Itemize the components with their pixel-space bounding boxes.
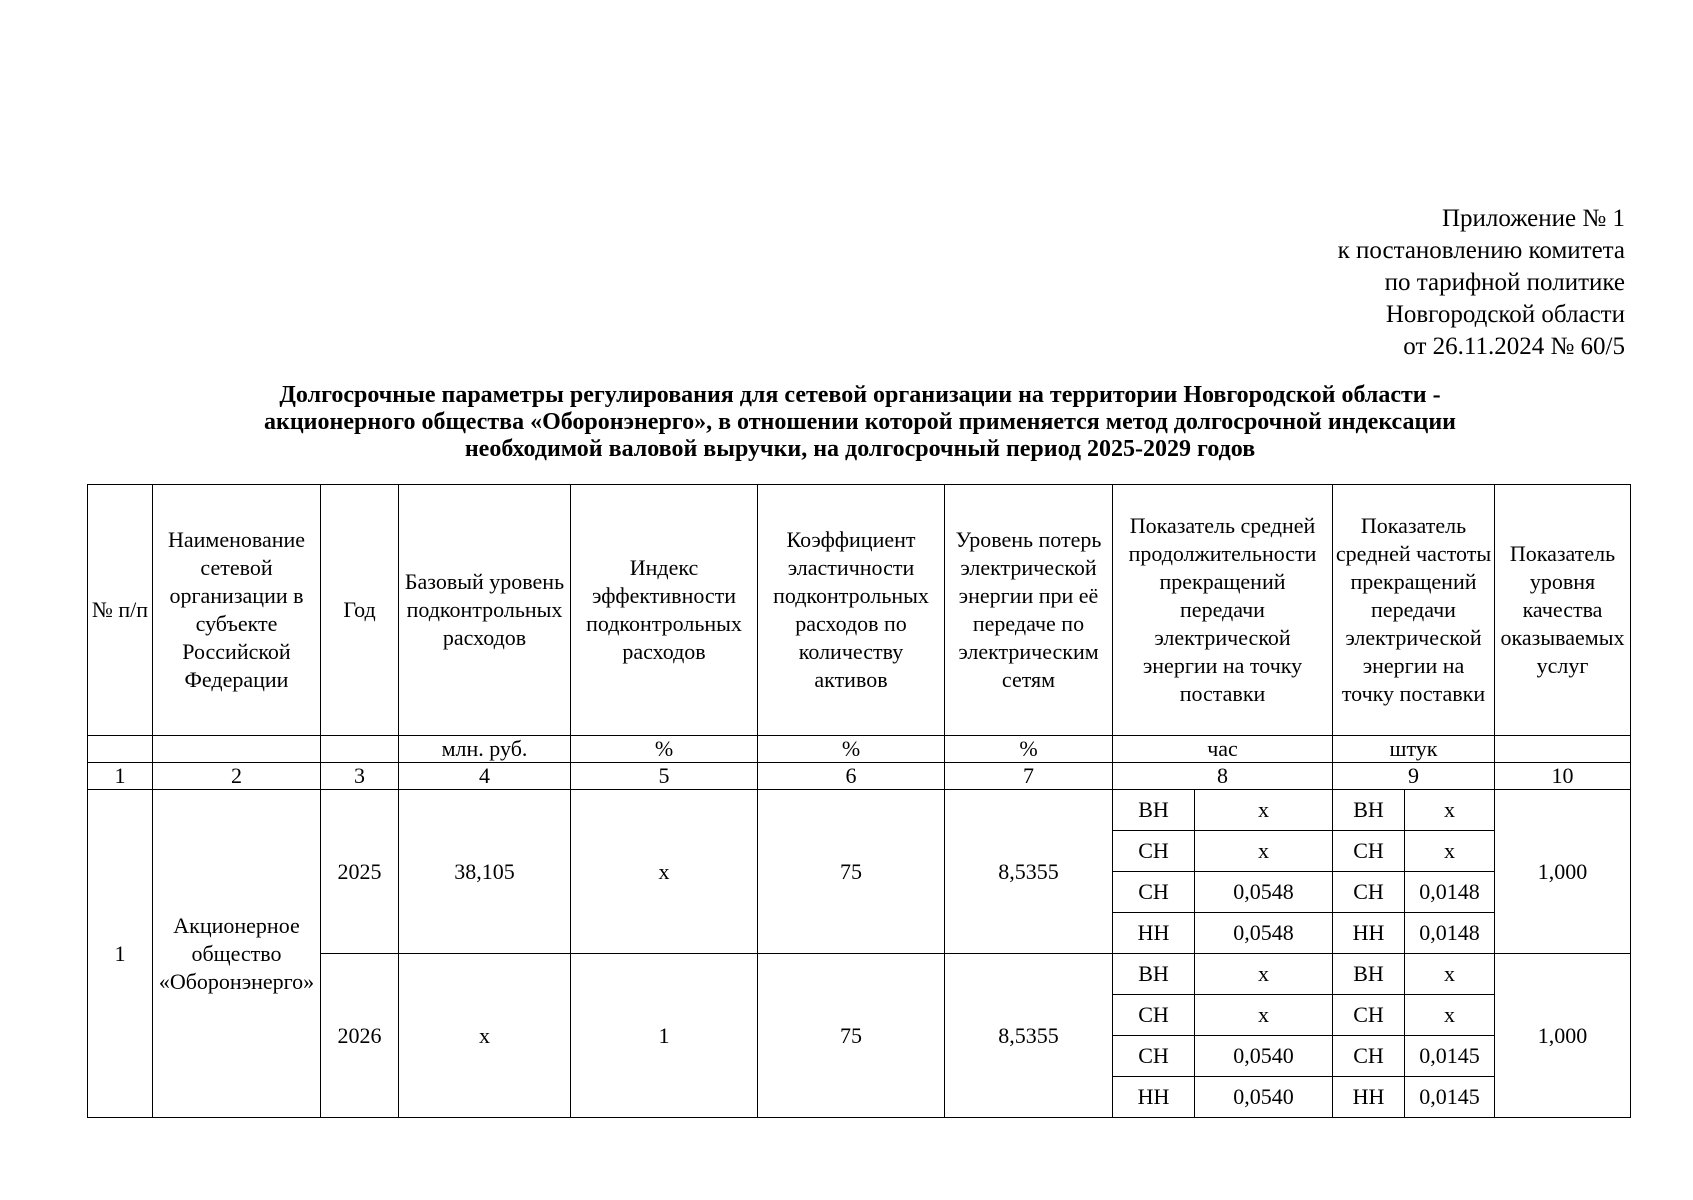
voltage-level-cell: СН xyxy=(1333,831,1405,872)
unit-cell xyxy=(153,736,321,763)
voltage-level-cell: СН xyxy=(1113,872,1195,913)
org-name-cell: Акционерное общество «Оборонэнерго» xyxy=(153,790,321,1118)
unit-cell xyxy=(321,736,399,763)
voltage-level-cell: СН xyxy=(1113,831,1195,872)
row-number-cell: 1 xyxy=(88,790,153,1118)
appendix-block xyxy=(1338,203,1625,363)
voltage-level-cell: ВН xyxy=(1333,954,1405,995)
frequency-cell: 0,0148 xyxy=(1405,913,1495,954)
unit-cell: % xyxy=(945,736,1113,763)
voltage-level-cell: СН xyxy=(1333,1036,1405,1077)
unit-cell xyxy=(88,736,153,763)
voltage-level-cell: НН xyxy=(1333,913,1405,954)
duration-cell: 0,0540 xyxy=(1195,1036,1333,1077)
table-row xyxy=(88,790,1631,831)
frequency-cell: x xyxy=(1405,995,1495,1036)
voltage-level-cell: СН xyxy=(1113,1036,1195,1077)
header-cell: Показатель средней продолжительности прекращений передачи электрической энергии на точку поставки xyxy=(1113,485,1333,736)
column-number-cell: 5 xyxy=(571,763,758,790)
header-cell: Индекс эффективности подконтрольных расходов xyxy=(571,485,758,736)
voltage-level-cell: НН xyxy=(1333,1077,1405,1118)
unit-cell: час xyxy=(1113,736,1333,763)
unit-cell xyxy=(1495,736,1631,763)
efficiency-index-cell: 1 xyxy=(571,954,758,1118)
frequency-cell: x xyxy=(1405,790,1495,831)
quality-cell: 1,000 xyxy=(1495,954,1631,1118)
year-cell: 2026 xyxy=(321,954,399,1118)
header-cell: Показатель средней частоты прекращений передачи электрической энергии на точку поставки xyxy=(1333,485,1495,736)
duration-cell: x xyxy=(1195,790,1333,831)
column-number-cell: 8 xyxy=(1113,763,1333,790)
appendix-line: к постановлению комитета xyxy=(1337,237,1625,264)
elasticity-cell: 75 xyxy=(758,954,945,1118)
header-cell: Год xyxy=(321,485,399,736)
column-number-cell: 10 xyxy=(1495,763,1631,790)
unit-cell: % xyxy=(758,736,945,763)
header-cell: Базовый уровень подконтрольных расходов xyxy=(399,485,571,736)
duration-cell: x xyxy=(1195,954,1333,995)
header-cell: Показатель уровня качества оказываемых услуг xyxy=(1495,485,1631,736)
efficiency-index-cell: x xyxy=(571,790,758,954)
column-number-cell: 4 xyxy=(399,763,571,790)
unit-cell: штук xyxy=(1333,736,1495,763)
title-line: необходимой валовой выручки, на долгосрочный период 2025-2029 годов xyxy=(464,436,1256,462)
voltage-level-cell: НН xyxy=(1113,1077,1195,1118)
column-number-row xyxy=(88,763,1631,790)
header-cell: Коэффициент эластичности подконтрольных расходов по количеству активов xyxy=(758,485,945,736)
column-number-cell: 1 xyxy=(88,763,153,790)
elasticity-cell: 75 xyxy=(758,790,945,954)
duration-cell: 0,0548 xyxy=(1195,913,1333,954)
base-cost-cell: x xyxy=(399,954,571,1118)
unit-cell: % xyxy=(571,736,758,763)
frequency-cell: 0,0148 xyxy=(1405,872,1495,913)
title-line: Долгосрочные параметры регулирования для сетевой организации на территории Новгородской области - xyxy=(279,382,1441,408)
base-cost-cell: 38,105 xyxy=(399,790,571,954)
units-row xyxy=(88,736,1631,763)
column-number-cell: 3 xyxy=(321,763,399,790)
header-cell: Наименование сетевой организации в субъекте Российской Федерации xyxy=(153,485,321,736)
unit-cell: млн. руб. xyxy=(399,736,571,763)
document-title xyxy=(120,382,1600,463)
appendix-line: Приложение № 1 xyxy=(1441,205,1625,232)
title-line: акционерного общества «Оборонэнерго», в отношении которой применяется метод долгосрочной индексации xyxy=(264,409,1456,435)
duration-cell: x xyxy=(1195,995,1333,1036)
column-number-cell: 6 xyxy=(758,763,945,790)
duration-cell: 0,0548 xyxy=(1195,872,1333,913)
frequency-cell: 0,0145 xyxy=(1405,1036,1495,1077)
losses-cell: 8,5355 xyxy=(945,954,1113,1118)
losses-cell: 8,5355 xyxy=(945,790,1113,954)
frequency-cell: 0,0145 xyxy=(1405,1077,1495,1118)
header-cell: Уровень потерь электрической энергии при её передаче по электрическим сетям xyxy=(945,485,1113,736)
voltage-level-cell: ВН xyxy=(1113,954,1195,995)
column-number-cell: 2 xyxy=(153,763,321,790)
parameters-table xyxy=(87,484,1631,1118)
frequency-cell: x xyxy=(1405,954,1495,995)
duration-cell: 0,0540 xyxy=(1195,1077,1333,1118)
appendix-line: Новгородской области xyxy=(1385,301,1625,328)
frequency-cell: x xyxy=(1405,831,1495,872)
header-cell: № п/п xyxy=(88,485,153,736)
quality-cell: 1,000 xyxy=(1495,790,1631,954)
column-number-cell: 7 xyxy=(945,763,1113,790)
voltage-level-cell: ВН xyxy=(1113,790,1195,831)
appendix-line: от 26.11.2024 № 60/5 xyxy=(1403,333,1625,360)
voltage-level-cell: СН xyxy=(1333,872,1405,913)
voltage-level-cell: СН xyxy=(1113,995,1195,1036)
voltage-level-cell: ВН xyxy=(1333,790,1405,831)
column-number-cell: 9 xyxy=(1333,763,1495,790)
header-row xyxy=(88,485,1631,736)
voltage-level-cell: СН xyxy=(1333,995,1405,1036)
appendix-line: по тарифной политике xyxy=(1384,269,1625,296)
duration-cell: x xyxy=(1195,831,1333,872)
year-cell: 2025 xyxy=(321,790,399,954)
voltage-level-cell: НН xyxy=(1113,913,1195,954)
